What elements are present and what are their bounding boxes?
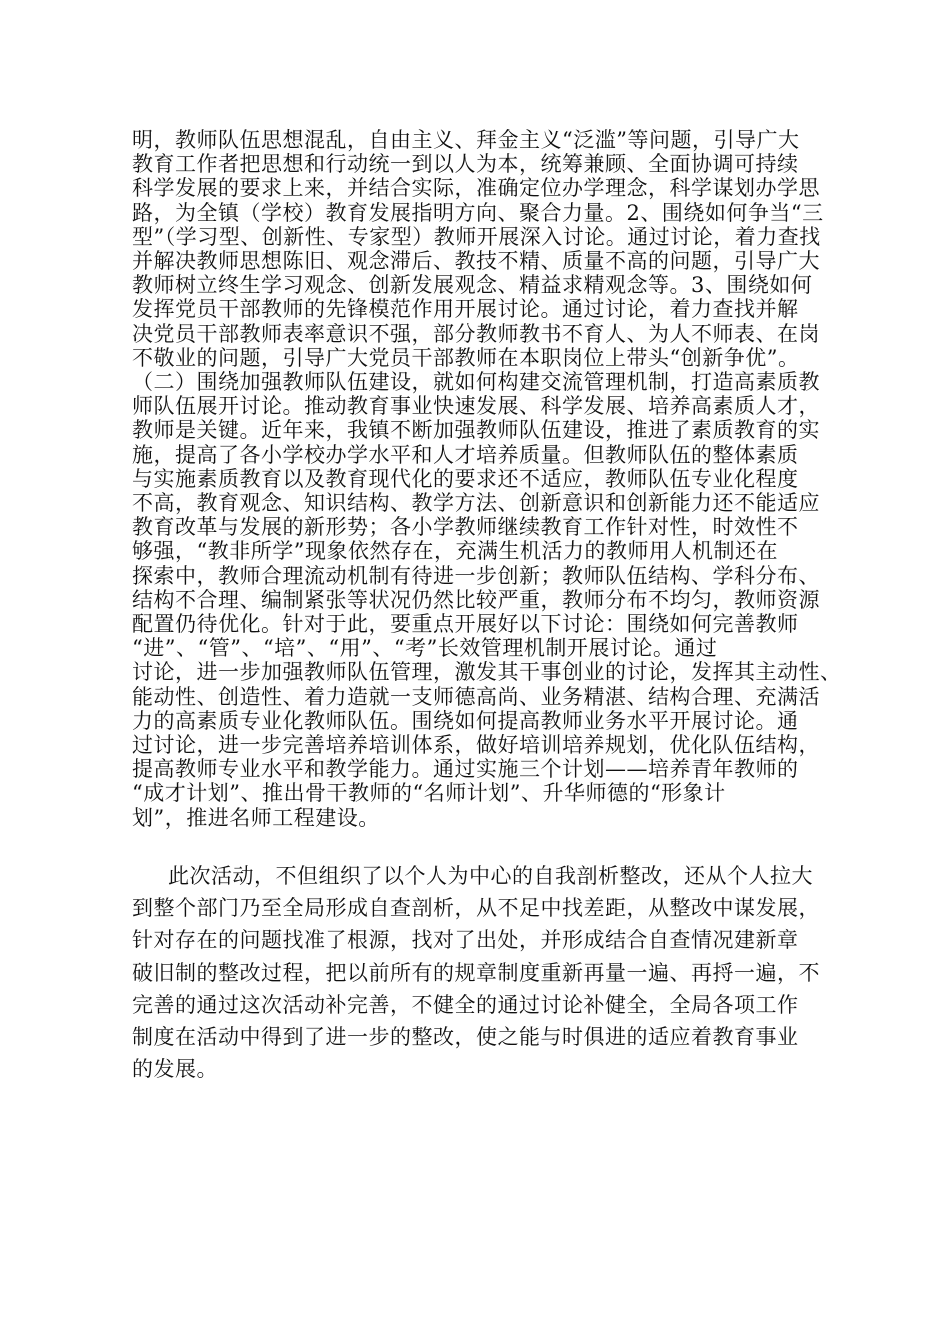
text-line: 教育改革与发展的新形势；各小学教师继续教育工作针对性，时效性不 bbox=[132, 515, 799, 540]
text-line: 针对存在的问题找准了根源，找对了出处，并形成结合自查情况建新章 bbox=[132, 928, 799, 953]
text-line: 教师树立终生学习观念、创新发展观念、精益求精观念等。3、围绕如何 bbox=[132, 273, 813, 298]
paragraph-activity-summary bbox=[132, 860, 836, 1085]
paragraph-discussion-topics bbox=[132, 128, 842, 830]
text-line: 配置仍待优化。针对于此，要重点开展好以下讨论：围绕如何完善教师 bbox=[132, 612, 799, 637]
text-line: “进”、“管”、“培”、“用”、“考”长效管理机制开展讨论。通过 bbox=[132, 636, 718, 661]
text-line: 完善的通过这次活动补完善，不健全的通过讨论补健全，全局各项工作 bbox=[132, 992, 799, 1017]
text-line: 决党员干部教师表率意识不强，部分教师教书不育人、为人不师表、在岗 bbox=[132, 321, 820, 346]
text-line: 划”，推进名师工程建设。 bbox=[132, 805, 380, 830]
text-line: 不敬业的问题，引导广大党员干部教师在本职岗位上带头“创新争优”。 bbox=[132, 345, 800, 370]
text-line: 讨论，进一步加强教师队伍管理，激发其干事创业的讨论，发挥其主动性、 bbox=[132, 660, 842, 685]
text-line: （二）围绕加强教师队伍建设，就如何构建交流管理机制，打造高素质教 bbox=[132, 370, 820, 395]
text-line: 够强，“教非所学”现象依然存在，充满生机活力的教师用人机制还在 bbox=[132, 539, 778, 564]
text-line: 科学发展的要求上来，并结合实际，准确定位办学理念，科学谋划办学思 bbox=[132, 176, 820, 201]
text-line: 破旧制的整改过程，把以前所有的规章制度重新再量一遍、再捋一遍，不 bbox=[132, 960, 820, 985]
text-line: 施，提高了各小学校办学水平和人才培养质量。但教师队伍的整体素质 bbox=[132, 442, 799, 467]
text-line: 不高，教育观念、知识结构、教学方法、创新意识和创新能力还不能适应 bbox=[132, 491, 820, 516]
text-line: 能动性、创造性、着力造就一支师德高尚、业务精湛、结构合理、充满活 bbox=[132, 684, 820, 709]
text-line: 师队伍展开讨论。推动教育事业快速发展、科学发展、培养高素质人才， bbox=[132, 394, 820, 419]
text-line-first bbox=[132, 860, 836, 892]
text-line: 制度在活动中得到了进一步的整改，使之能与时俱进的适应着教育事业 bbox=[132, 1025, 799, 1050]
text-line: 与实施素质教育以及教育现代化的要求还不适应，教师队伍专业化程度 bbox=[132, 466, 799, 491]
text-line: 探索中，教师合理流动机制有待进一步创新；教师队伍结构、学科分布、 bbox=[132, 563, 820, 588]
text-line: 的发展。 bbox=[132, 1057, 218, 1082]
text-line: 到整个部门乃至全局形成自查剖析，从不足中找差距，从整改中谋发展， bbox=[132, 896, 820, 921]
text-line: 教育工作者把思想和行动统一到以人为本，统筹兼顾、全面协调可持续 bbox=[132, 152, 799, 177]
text-line: 型”（学习型、创新性、专家型）教师开展深入讨论。通过讨论，着力查找 bbox=[132, 224, 821, 249]
text-line: 发挥党员干部教师的先锋模范作用开展讨论。通过讨论，着力查找并解 bbox=[132, 297, 799, 322]
text-line: 提高教师专业水平和教学能力。通过实施三个计划——培养青年教师的 bbox=[132, 757, 799, 782]
text-line: 力的高素质专业化教师队伍。围绕如何提高教师业务水平开展讨论。通 bbox=[132, 708, 799, 733]
text-line: 结构不合理、编制紧张等状况仍然比较严重，教师分布不均匀，教师资源 bbox=[132, 587, 820, 612]
text-line: 明，教师队伍思想混乱，自由主义、拜金主义“泛滥”等问题，引导广大 bbox=[132, 128, 800, 152]
text-line: “成才计划”、推出骨干教师的“名师计划”、升华师德的“形象计 bbox=[132, 781, 726, 806]
text-line: 此次活动，不但组织了以个人为中心的自我剖析整改，还从个人拉大 bbox=[168, 864, 813, 888]
text-line: 教师是关键。近年来，我镇不断加强教师队伍建设，推进了素质教育的实 bbox=[132, 418, 820, 443]
text-line: 路，为全镇（学校）教育发展指明方向、聚合力量。2、围绕如何争当“三 bbox=[132, 200, 824, 225]
text-line: 并解决教师思想陈旧、观念滞后、教技不精、质量不高的问题，引导广大 bbox=[132, 249, 820, 274]
text-line: 过讨论，进一步完善培养培训体系，做好培训培养规划，优化队伍结构， bbox=[132, 733, 820, 758]
